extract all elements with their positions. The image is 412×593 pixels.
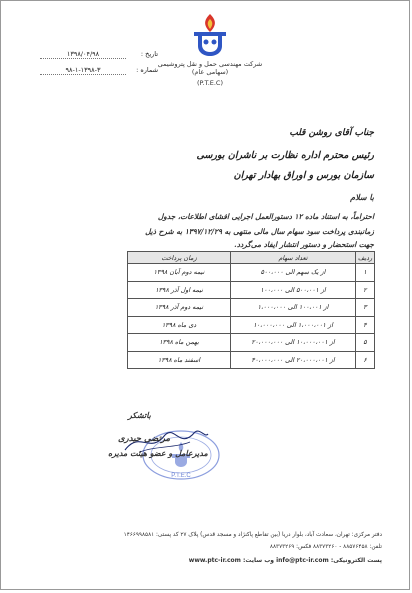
share-range: از ۵۰۰،۰۰۱ الی ۱۰۰،۰۰۰	[231, 281, 356, 299]
share-range: از ۱۰،۰۰۰،۰۰۱ الی ۲۰،۰۰۰،۰۰۰	[231, 334, 356, 352]
table-row	[128, 264, 375, 282]
stamp-text: P.T.E.C	[171, 473, 191, 479]
row-number: ۶	[356, 351, 375, 369]
date-value: ۱۳۹۸/۰۴/۹۸	[40, 50, 126, 59]
payment-time: بهمن ماه ۱۳۹۸	[128, 334, 231, 352]
table-row	[128, 281, 375, 299]
date-line	[40, 50, 158, 59]
date-label: تاریخ :	[140, 50, 159, 58]
table-row	[128, 351, 375, 369]
footer-web: پست الکترونیکی: info@ptc-ir.com وب سایت: www.ptc-ir.com	[188, 557, 382, 564]
payment-time: دی ماه ۱۳۹۸	[128, 316, 231, 334]
company-abbr: (P.T.E.C)	[196, 79, 224, 87]
body-line-1: احتراماً، به استناد ماده ۱۲ دستورالعمل اجرایی افشای اطلاعات، جدول	[157, 212, 374, 221]
number-line	[40, 66, 158, 75]
footer-address: دفتر مرکزی: تهران، سعادت آباد، بلوار دریا (بین تقاطع پاکنژاد و مسجد قدس) پلاک ۲۷ کد پستی: ۱۴۶۶۹۹۸۵۸۱	[123, 532, 382, 538]
row-number: ۲	[356, 281, 375, 299]
row-number: ۳	[356, 299, 375, 317]
row-number: ۵	[356, 334, 375, 352]
share-range: از ۱،۰۰۰،۰۰۱ الی ۱۰،۰۰۰،۰۰۰	[231, 316, 356, 334]
addressee-title: رئیس محترم اداره نظارت بر ناشران بورسی	[196, 150, 374, 161]
signer-title: مدیرعامل و عضو هیئت مدیره	[108, 448, 208, 458]
table-header-row	[128, 252, 375, 264]
closing-thanks: باتشکر	[128, 410, 151, 420]
addressee-org: سازمان بورس و اوراق بهادار تهران	[233, 170, 374, 181]
ptec-logo	[188, 12, 232, 58]
dividend-schedule-table	[127, 251, 375, 369]
company-block	[150, 60, 270, 87]
share-range: از یک سهم الی ۵۰۰،۰۰۰	[231, 264, 356, 282]
share-range: از ۲۰،۰۰۰،۰۰۱ الی ۴۰،۰۰۰،۰۰۰	[231, 351, 356, 369]
greeting: با سلام	[350, 192, 374, 202]
payment-time: نیمه دوم آذر ۱۳۹۸	[128, 299, 231, 317]
header-payment-time: زمان پرداخت	[128, 252, 231, 264]
table-row	[128, 334, 375, 352]
body-line-2: زمانبندی پرداخت سود سهام سال مالی منتهی به ۱۳۹۷/۱۲/۲۹ به شرح ذیل	[145, 227, 374, 236]
payment-time: نیمه اول آذر ۱۳۹۸	[128, 281, 231, 299]
share-range: از ۱۰۰،۰۰۱ الی ۱،۰۰۰،۰۰۰	[231, 299, 356, 317]
table-row	[128, 299, 375, 317]
footer-phones: تلفن: ۸۸۵۷۶۴۵۸ - ۸۸۳۷۳۲۶۰ فکس: ۸۸۳۷۳۲۶۹	[269, 544, 382, 550]
addressee-name: جناب آقای روشن قلب	[289, 128, 374, 138]
number-label: شماره :	[136, 66, 159, 74]
signer-name: مرتضی حیدری	[118, 434, 171, 444]
company-name: شرکت مهندسی حمل و نقل پتروشیمی	[157, 60, 263, 68]
company-type: (سهامی عام)	[191, 68, 229, 76]
row-number: ۴	[356, 316, 375, 334]
payment-time: نیمه دوم آبان ۱۳۹۸	[128, 264, 231, 282]
table-row	[128, 316, 375, 334]
body-line-3: جهت استحضار و دستور انتشار ایفاد می‌گردد.	[234, 240, 374, 249]
header-shares: تعداد سهام	[231, 252, 356, 264]
payment-time: اسفند ماه ۱۳۹۸	[128, 351, 231, 369]
row-number: ۱	[356, 264, 375, 282]
number-value: ۹۸-۱-۱۳۹۸-۳	[40, 66, 126, 75]
header-row-number: ردیف	[356, 252, 375, 264]
